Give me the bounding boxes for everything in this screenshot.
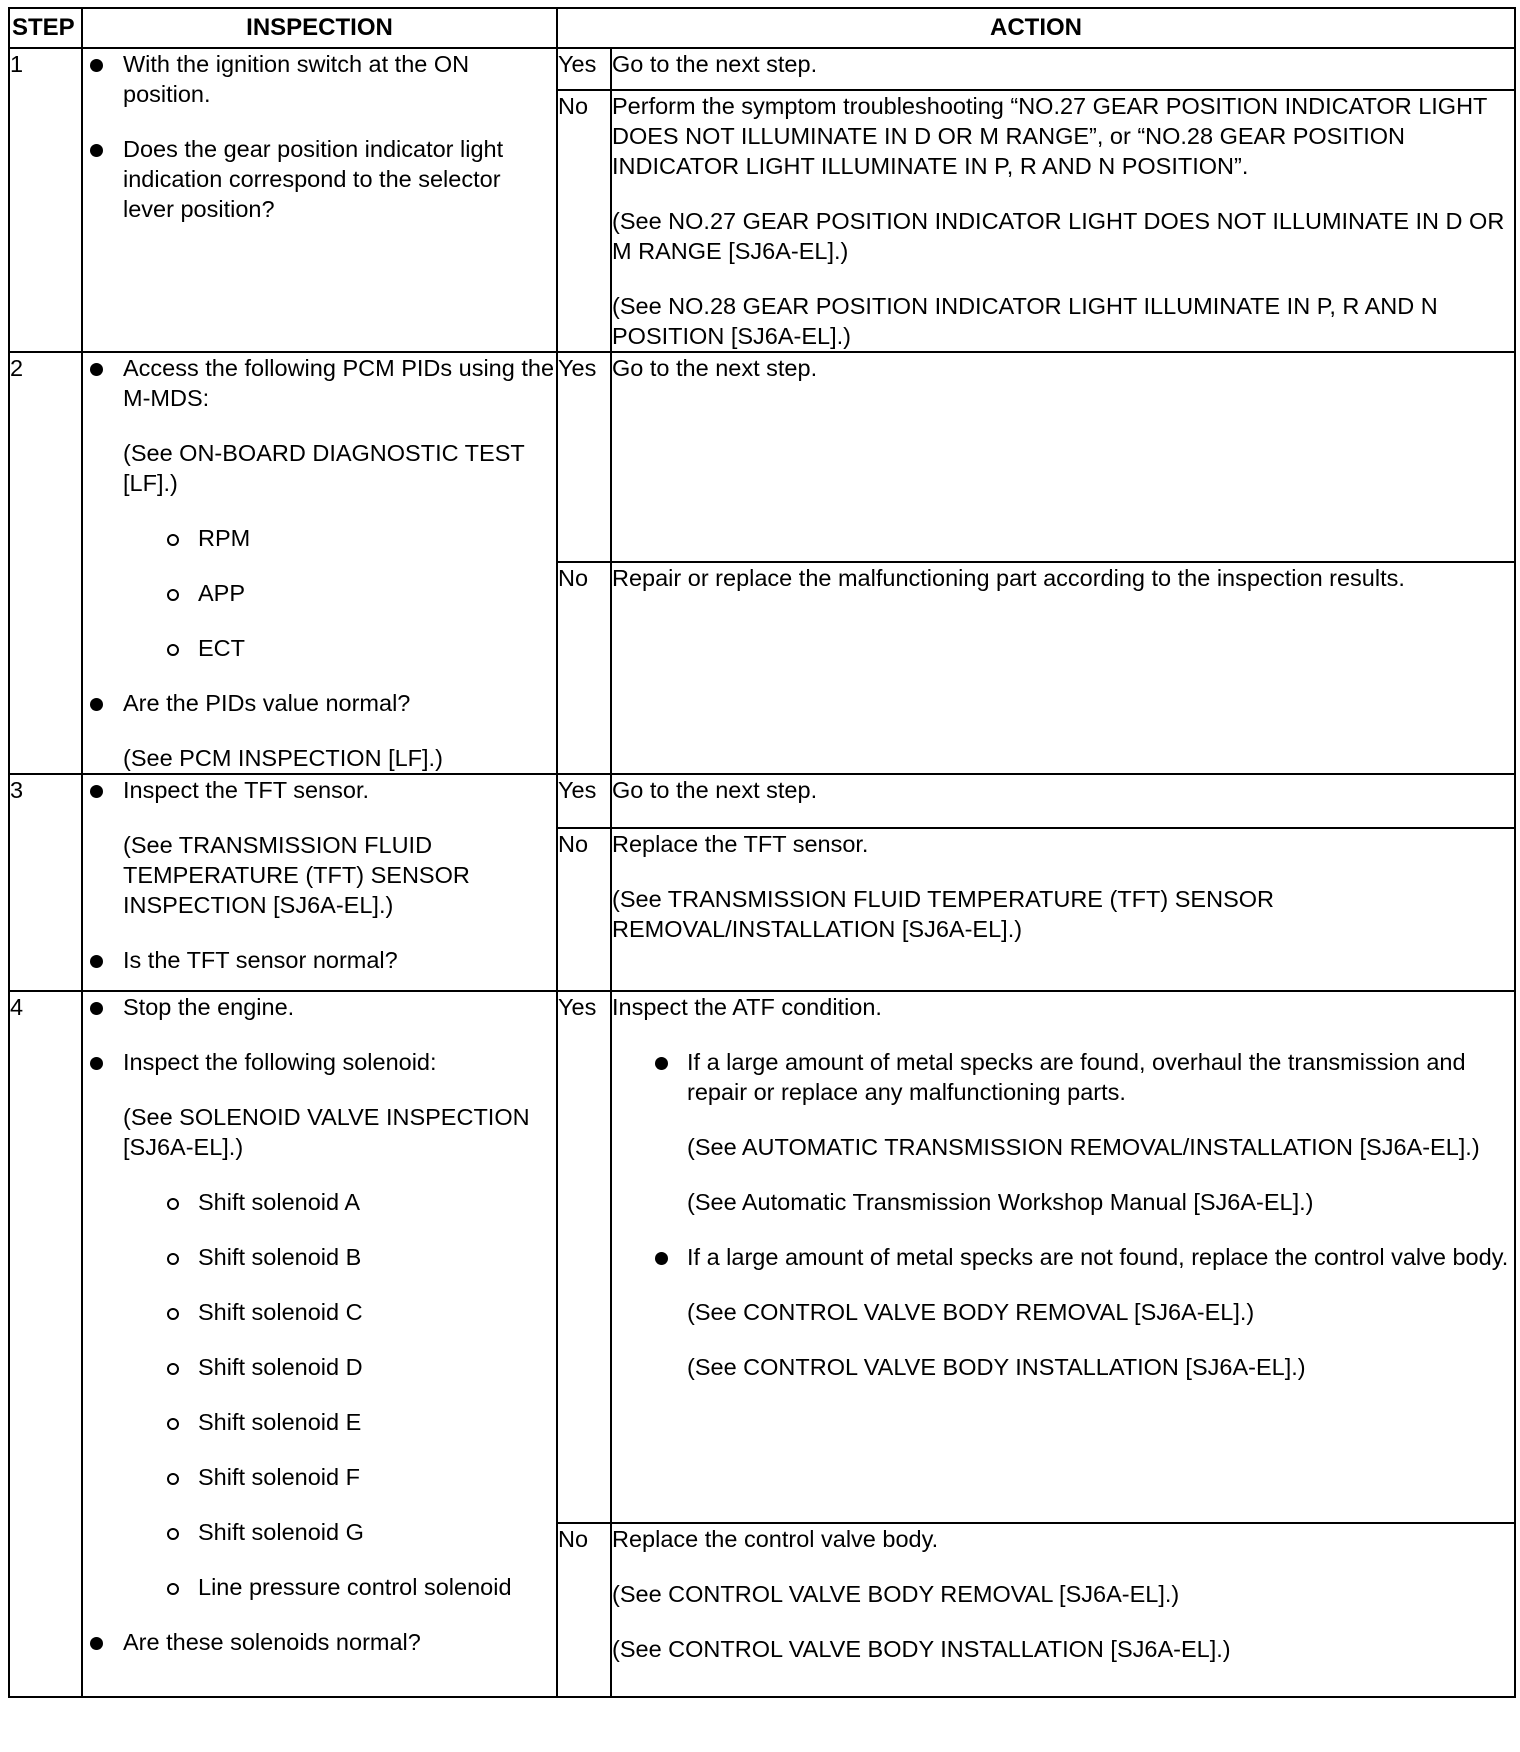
pid-item: RPM (83, 523, 556, 553)
inspection-bullet: Inspect the TFT sensor. (83, 775, 556, 805)
solenoid-item: Shift solenoid C (83, 1297, 556, 1327)
step-number: 2 (9, 352, 82, 774)
no-action: Repair or replace the malfunctioning part according to the inspection results. (611, 562, 1515, 774)
solenoid-item: Shift solenoid B (83, 1242, 556, 1272)
inspection-bullet: Inspect the following solenoid: (83, 1047, 556, 1077)
step-4-inspection (82, 991, 557, 1697)
step-2-inspection (82, 352, 557, 774)
step-3-yes-row (9, 774, 1515, 828)
reference-text: (See NO.27 GEAR POSITION INDICATOR LIGHT DOES NOT ILLUMINATE IN D OR M RANGE [SJ6A-EL].) (612, 208, 1505, 264)
step-1-inspection (82, 48, 557, 352)
inspection-bullet: Are the PIDs value normal? (83, 688, 556, 718)
yes-label: Yes (557, 48, 611, 90)
solenoid-item: Shift solenoid F (83, 1462, 556, 1492)
inspection-bullet: Are these solenoids normal? (83, 1627, 556, 1657)
reference-text: (See CONTROL VALVE BODY REMOVAL [SJ6A-EL].) (687, 1299, 1255, 1325)
solenoid-item: Shift solenoid E (83, 1407, 556, 1437)
yes-action (611, 991, 1515, 1523)
step-1-yes-row (9, 48, 1515, 90)
no-action (611, 1523, 1515, 1697)
solenoid-item: Shift solenoid D (83, 1352, 556, 1382)
step-header: STEP (9, 8, 82, 48)
step-number: 3 (9, 774, 82, 991)
solenoid-item: Shift solenoid G (83, 1517, 556, 1547)
yes-label: Yes (557, 991, 611, 1523)
reference-text: (See ON-BOARD DIAGNOSTIC TEST [LF].) (123, 440, 525, 496)
solenoid-item: Shift solenoid A (83, 1187, 556, 1217)
inspection-bullet: Does the gear position indicator light indication correspond to the selector lever position? (83, 134, 556, 224)
action-text: Inspect the ATF condition. (612, 994, 882, 1020)
inspection-bullet: Stop the engine. (83, 992, 556, 1022)
no-label: No (557, 562, 611, 774)
header-row (9, 8, 1515, 48)
no-label: No (557, 1523, 611, 1697)
reference-text: (See PCM INSPECTION [LF].) (123, 745, 443, 771)
action-header: ACTION (557, 8, 1515, 48)
inspection-bullet: Is the TFT sensor normal? (83, 945, 556, 975)
action-text: Replace the control valve body. (612, 1526, 939, 1552)
reference-text: (See SOLENOID VALVE INSPECTION [SJ6A-EL].) (123, 1104, 530, 1160)
yes-action: Go to the next step. (611, 774, 1515, 828)
step-number: 4 (9, 991, 82, 1697)
troubleshooting-table (8, 7, 1516, 1698)
yes-action: Go to the next step. (611, 352, 1515, 562)
yes-action: Go to the next step. (611, 48, 1515, 90)
no-label: No (557, 828, 611, 991)
no-action (611, 90, 1515, 352)
step-number: 1 (9, 48, 82, 352)
reference-text: (See CONTROL VALVE BODY REMOVAL [SJ6A-EL].) (612, 1581, 1180, 1607)
pid-item: ECT (83, 633, 556, 663)
reference-text: (See AUTOMATIC TRANSMISSION REMOVAL/INSTALLATION [SJ6A-EL].) (687, 1134, 1480, 1160)
action-bullet: If a large amount of metal specks are not found, replace the control valve body. (612, 1242, 1514, 1272)
action-bullet: If a large amount of metal specks are found, overhaul the transmission and repair or replace any malfunctioning parts. (612, 1047, 1514, 1107)
solenoid-item: Line pressure control solenoid (83, 1572, 556, 1602)
step-2-yes-row (9, 352, 1515, 562)
reference-text: (See NO.28 GEAR POSITION INDICATOR LIGHT ILLUMINATE IN P, R AND N POSITION [SJ6A-EL].) (612, 293, 1438, 349)
action-text: Perform the symptom troubleshooting “NO.27 GEAR POSITION INDICATOR LIGHT DOES NOT ILLUMINATE IN D OR M RANGE”, or “NO.28 GEAR POSITION INDICATOR LIGHT ILLUMINATE IN P, R AND N POSITION”. (612, 93, 1487, 179)
reference-text: (See CONTROL VALVE BODY INSTALLATION [SJ6A-EL].) (687, 1354, 1306, 1380)
pid-item: APP (83, 578, 556, 608)
reference-text: (See TRANSMISSION FLUID TEMPERATURE (TFT) SENSOR INSPECTION [SJ6A-EL].) (123, 832, 470, 918)
yes-label: Yes (557, 774, 611, 828)
inspection-bullet: With the ignition switch at the ON position. (83, 49, 556, 109)
inspection-header: INSPECTION (82, 8, 557, 48)
reference-text: (See Automatic Transmission Workshop Manual [SJ6A-EL].) (687, 1189, 1314, 1215)
reference-text: (See CONTROL VALVE BODY INSTALLATION [SJ6A-EL].) (612, 1636, 1231, 1662)
action-text: Replace the TFT sensor. (612, 831, 869, 857)
step-3-inspection (82, 774, 557, 991)
step-4-yes-row (9, 991, 1515, 1523)
yes-label: Yes (557, 352, 611, 562)
reference-text: (See TRANSMISSION FLUID TEMPERATURE (TFT) SENSOR REMOVAL/INSTALLATION [SJ6A-EL].) (612, 886, 1274, 942)
no-action (611, 828, 1515, 991)
no-label: No (557, 90, 611, 352)
inspection-bullet: Access the following PCM PIDs using the M-MDS: (83, 353, 556, 413)
